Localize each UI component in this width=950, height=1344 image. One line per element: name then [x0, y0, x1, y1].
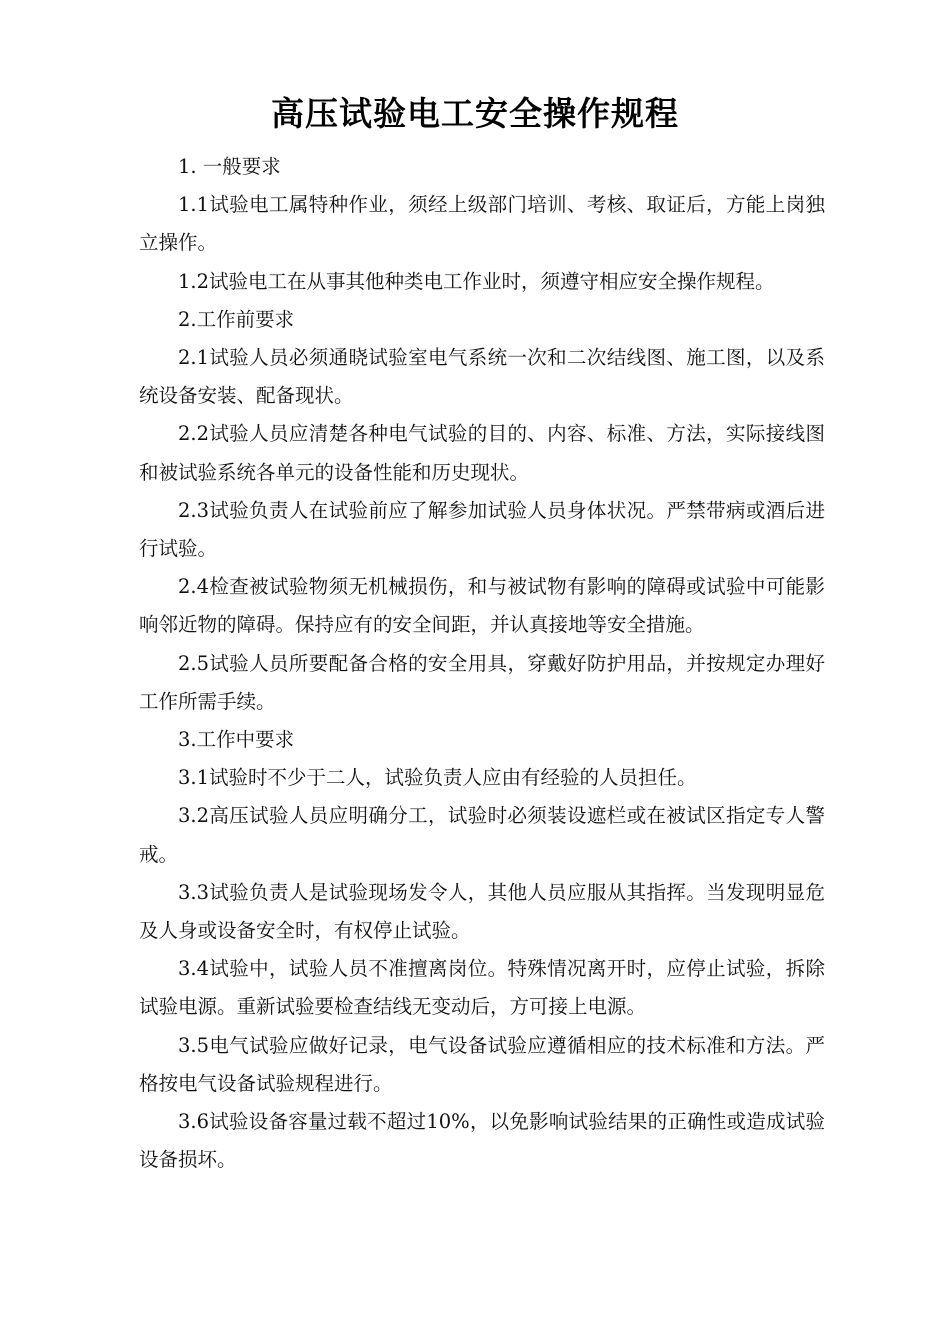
paragraph-2-3: 2.3试验负责人在试验前应了解参加试验人员身体状况。严禁带病或酒后进行试验。: [139, 498, 825, 561]
paragraph-2-1: 2.1试验人员必须通晓试验室电气系统一次和二次结线图、施工图，以及系统设备安装、配备现状。: [139, 346, 825, 408]
paragraph-1-1: 1.1试验电工属特种作业，须经上级部门培训、考核、取证后，方能上岗独立操作。: [139, 193, 825, 255]
paragraph-3-3: 3.3试验负责人是试验现场发令人，其他人员应服从其指挥。当发现明显危及人身或设备安全时，有权停止试验。: [139, 880, 825, 943]
paragraph-2-5: 2.5试验人员所要配备合格的安全用具，穿戴好防护用品，并按规定办理好工作所需手续。: [139, 651, 825, 713]
paragraph-2-4: 2.4检查被试验物须无机械损伤，和与被试物有影响的障碍或试验中可能影响邻近物的障碍。保持应有的安全间距，并认真接地等安全措施。: [139, 575, 825, 637]
section-heading-1: 1. 一般要求: [178, 155, 281, 178]
paragraph-3-5: 3.5电气试验应做好记录，电气设备试验应遵循相应的技术标准和方法。严格按电气设备试验规程进行。: [139, 1033, 825, 1095]
paragraph-1-2: 1.2试验电工在从事其他种类电工作业时，须遵守相应安全操作规程。: [178, 269, 775, 293]
section-heading-2: 2.工作前要求: [178, 307, 295, 331]
paragraph-2-2: 2.2试验人员应清楚各种电气试验的目的、内容、标准、方法，实际接线图和被试验系统各单元的设备性能和历史现状。: [139, 422, 825, 484]
paragraph-3-2: 3.2高压试验人员应明确分工，试验时必须装设遮栏或在被试区指定专人警戒。: [139, 804, 825, 866]
section-heading-3: 3.工作中要求: [178, 728, 295, 752]
document-title: 高压试验电工安全操作规程: [271, 94, 679, 133]
document-body: [139, 148, 825, 1179]
paragraph-3-1: 3.1试验时不少于二人，试验负责人应由有经验的人员担任。: [178, 766, 697, 790]
paragraph-3-6: 3.6试验设备容量过载不超过10%，以免影响试验结果的正确性或造成试验设备损坏。: [139, 1110, 825, 1172]
paragraph-3-4: 3.4试验中，试验人员不准擅离岗位。特殊情况离开时，应停止试验，拆除试验电源。重新试验要检查结线无变动后，方可接上电源。: [139, 957, 825, 1019]
